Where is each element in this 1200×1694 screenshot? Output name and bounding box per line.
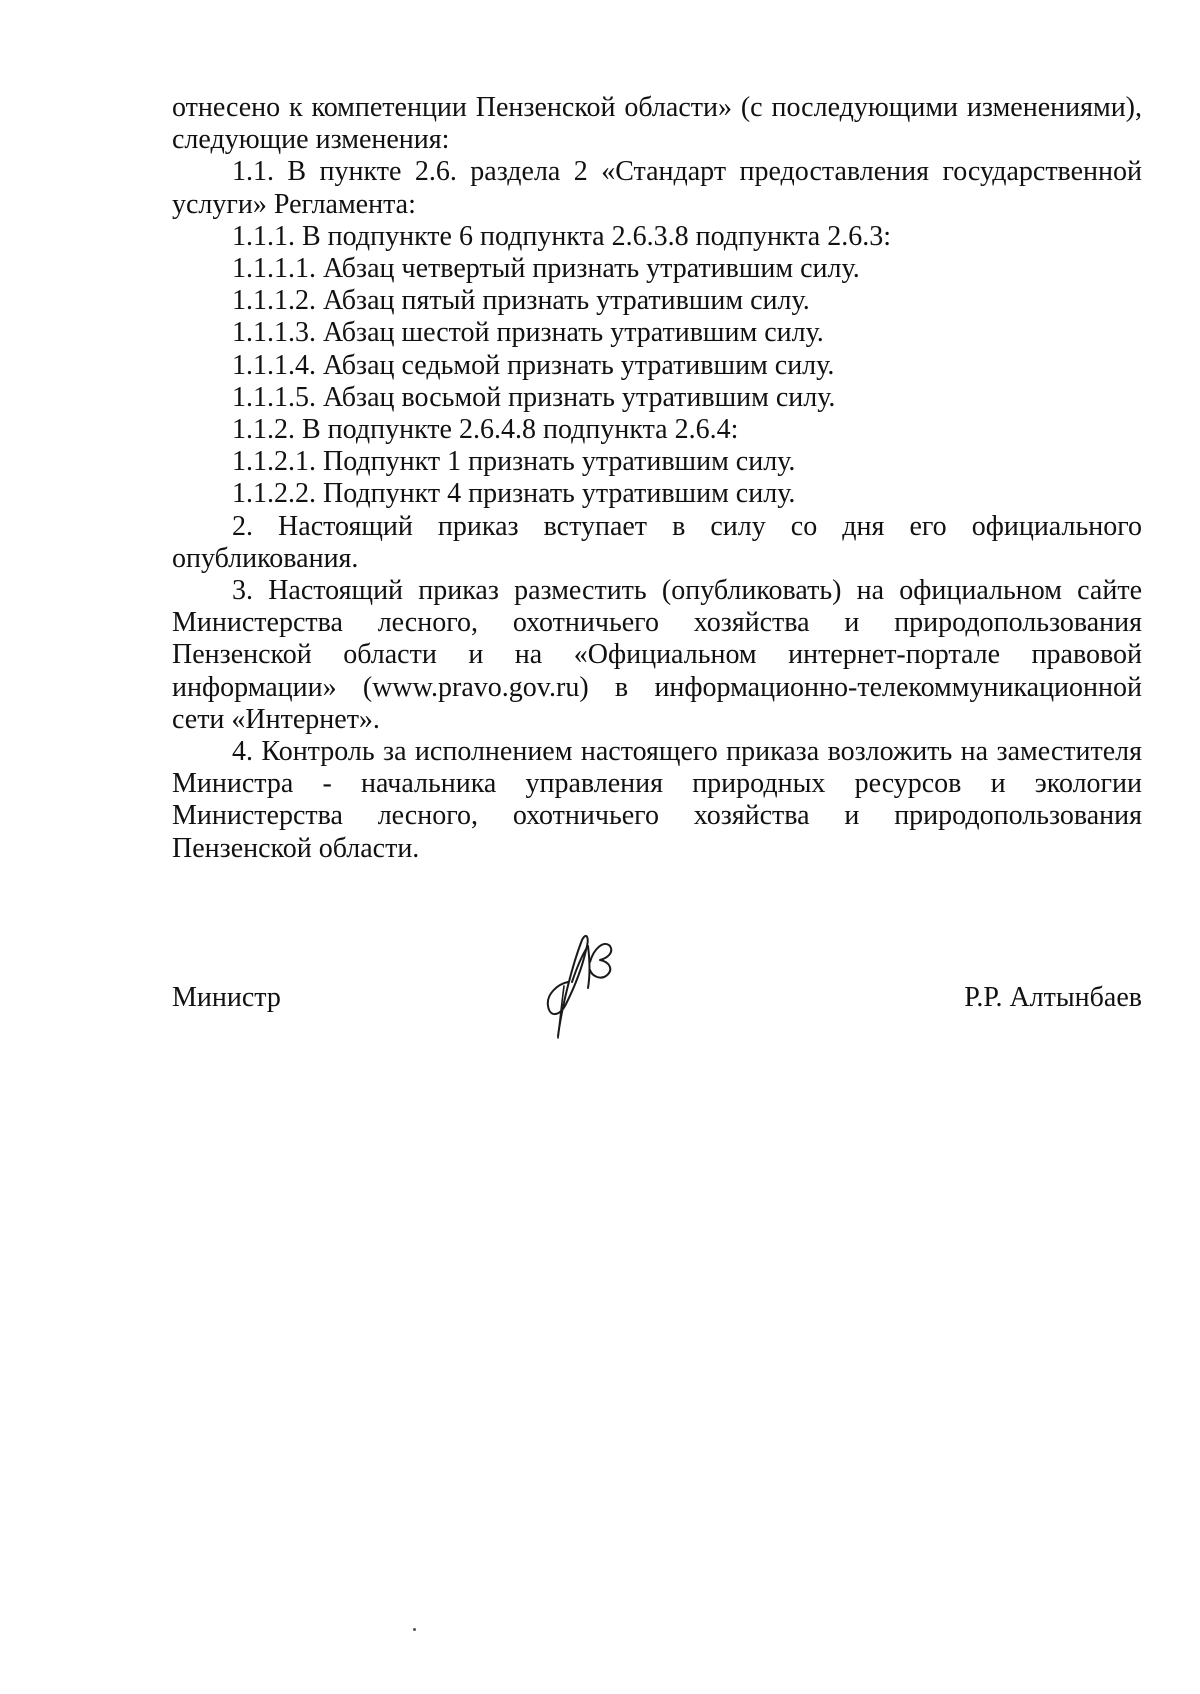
signature-block [172, 982, 1142, 1022]
document-body [172, 92, 1142, 865]
paragraph-13: 4. Контроль за исполнением настоящего приказа возложить на заместителя Министра - начальника управления природных ресурсов и экологии Министерства лесного, охотничьего хозяйства и природопользования Пензенской области. [172, 736, 1142, 864]
paragraph-9: 1.1.2.1. Подпункт 1 признать утратившим силу. [232, 446, 796, 478]
paragraph-7: 1.1.1.5. Абзац восьмой признать утратившим силу. [232, 381, 836, 413]
paragraph-8: 1.1.2. В подпункте 2.6.4.8 подпункта 2.6.4: [232, 414, 739, 446]
paragraph-4: 1.1.1.2. Абзац пятый признать утратившим силу. [232, 285, 810, 317]
paragraph-6: 1.1.1.4. Абзац седьмой признать утратившим силу. [232, 349, 835, 381]
signer-name: Р.Р. Алтынбаев [964, 982, 1142, 1013]
paragraph-5: 1.1.1.3. Абзац шестой признать утратившим силу. [232, 317, 824, 349]
paragraph-12: 3. Настоящий приказ разместить (опубликовать) на официальном сайте Министерства лесного, охотничьего хозяйства и природопользования Пензенской области и на «Официальном интернет-портале правовой информации» (www.pravo.gov.ru) в информационно-телекоммуникационной сети «Интернет». [172, 575, 1142, 735]
paragraph-3: 1.1.1.1. Абзац четвертый признать утратившим силу. [232, 253, 860, 285]
signer-position: Министр [172, 982, 281, 1013]
paragraph-11: 2. Настоящий приказ вступает в силу со дня его официального опубликования. [172, 510, 1142, 574]
paragraph-2: 1.1.1. В подпункте 6 подпункта 2.6.3.8 подпункта 2.6.3: [232, 220, 892, 252]
paragraph-10: 1.1.2.2. Подпункт 4 признать утратившим силу. [232, 478, 796, 510]
paragraph-0: отнесено к компетенции Пензенской области» (с последующими изменениями), следующие изменения: [172, 92, 1142, 156]
scan-speck [413, 1628, 416, 1631]
paragraph-1: 1.1. В пункте 2.6. раздела 2 «Стандарт предоставления государственной услуги» Регламента: [172, 156, 1142, 220]
